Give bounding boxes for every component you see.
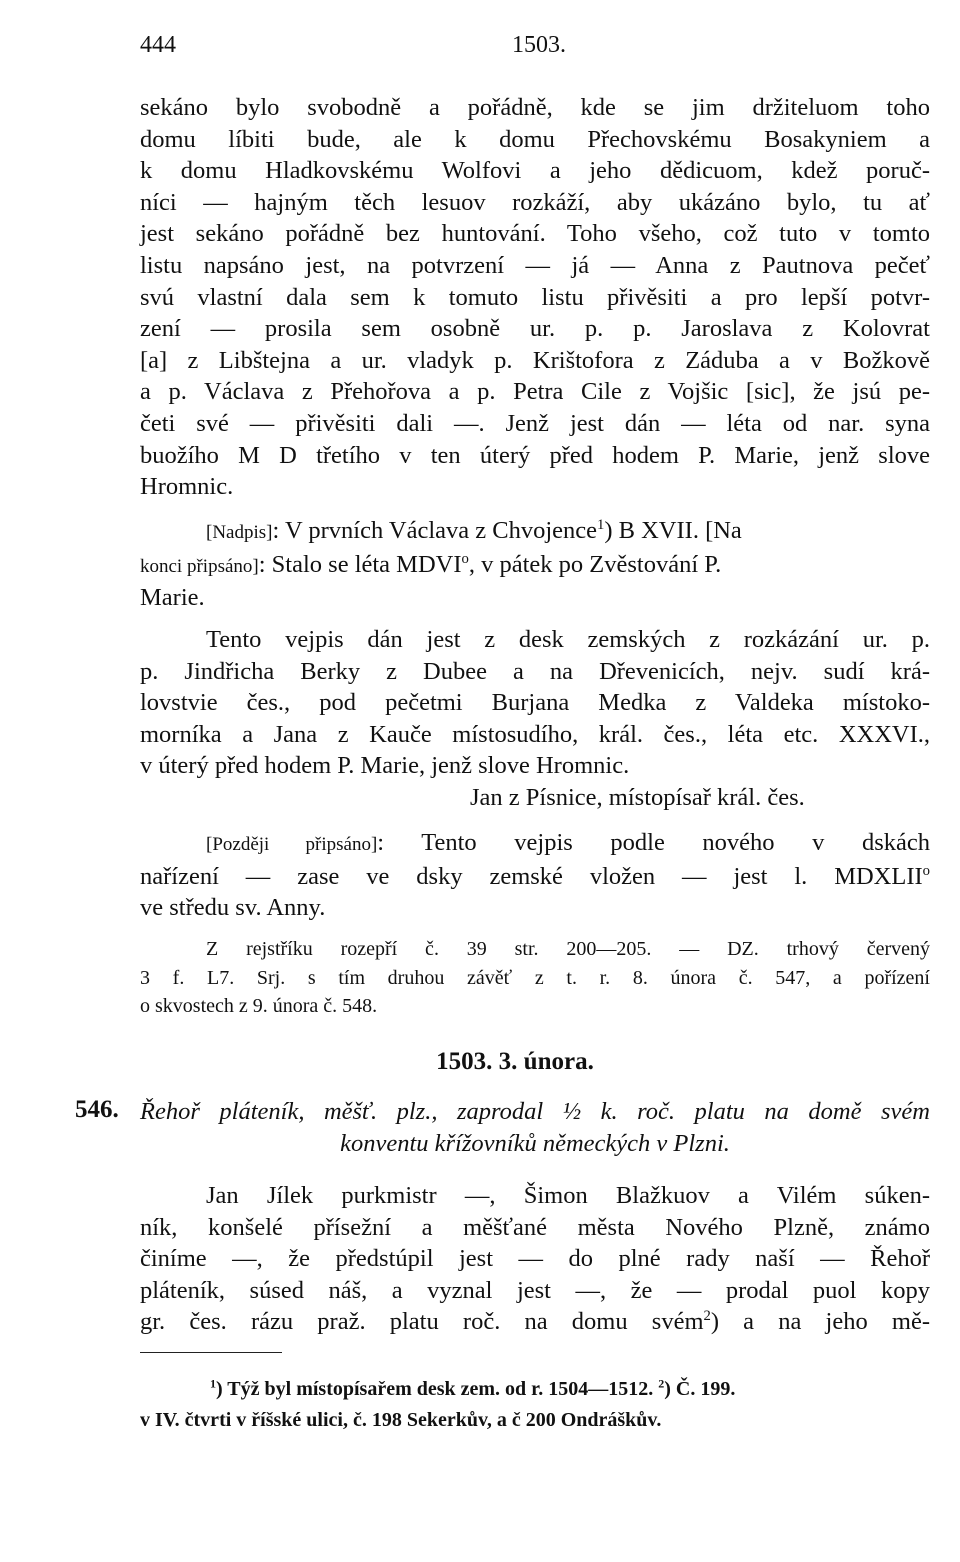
entry-regest xyxy=(140,1096,930,1160)
text-span: ) Týž byl místopísařem desk zem. od r. 1504—1512. xyxy=(216,1378,659,1400)
regest-line xyxy=(140,1096,930,1128)
text-line: ve středu sv. Anny. xyxy=(140,894,326,922)
text-line: četi své — přivěsiti dali —. Jenž jest dán — léta od nar. syna xyxy=(140,409,930,437)
text-line: buožího M D třetího v ten úterý před hodem P. Marie, jenž slove xyxy=(140,441,930,469)
text-span: : Stalo se léta MDVI xyxy=(258,550,462,578)
fraction: ½ xyxy=(562,1098,582,1125)
footnote-line: v IV. čtvrti v říšské ulici, č. 198 Sekerkův, a č 200 Ondráškův. xyxy=(140,1409,662,1431)
page-number: 444 xyxy=(140,32,176,58)
text-line: listu napsáno jest, na potvrzení — já — Anna z Pautnova pečeť xyxy=(140,251,930,279)
text-line: 3 f. L7. Srj. s tím druhou závěť z t. r. 8. února č. 547, a pořízení xyxy=(140,966,930,989)
footnotes xyxy=(140,1374,930,1436)
copy-note xyxy=(140,624,930,814)
text-line xyxy=(140,827,930,861)
regest-line: konventu křížovníků německých v Plzni. xyxy=(340,1130,730,1157)
text-line: [a] z Libštejna a ur. vladyk p. Krištofora z Záduba a v Božkově xyxy=(140,346,930,374)
footnote-line xyxy=(140,1374,930,1405)
text-line: činíme —, že předstúpil jest — do plné rady naší — Řehoř xyxy=(140,1245,930,1273)
text-line: domu líbiti bude, ale k domu Přechovskému Bosakyniem a xyxy=(140,125,930,153)
signature-line: Jan z Písnice, místopísař král. čes. xyxy=(470,783,805,811)
text-line: morníka a Jana z Kauče místosudího, král. čes., léta etc. XXXVI., xyxy=(140,720,930,748)
text-span: : Tento vejpis podle nového v dskách xyxy=(377,829,930,856)
text-line: o skvostech z 9. února č. 548. xyxy=(140,995,378,1017)
text-line: ník, konšelé přísežní a měšťané města Nového Plzně, známo xyxy=(140,1213,930,1241)
text-span: gr. čes. rázu praž. platu roč. na domu svém xyxy=(140,1308,704,1336)
text-span: ) a na jeho mě- xyxy=(710,1308,930,1336)
source-note xyxy=(140,935,930,1021)
entry-number: 546. xyxy=(75,1096,119,1123)
footnote-mark: 1 xyxy=(210,1376,216,1391)
text-line: Z rejstříku rozepří č. 39 str. 200—205. — DZ. trhový červený xyxy=(206,938,930,960)
text-span: , v pátek po Zvěstování P. xyxy=(468,550,722,578)
text-span: k. roč. platu na domě svém xyxy=(581,1098,930,1125)
text-line: Marie. xyxy=(140,584,205,612)
text-line: a p. Václava z Přehořova a p. Petra Cile z Vojšic [sic], že jsú pe- xyxy=(140,378,930,406)
footnote-mark: 2 xyxy=(658,1376,665,1391)
text-line: sekáno bylo svobodně a pořádně, kde se jim držiteluom toho xyxy=(140,94,930,121)
text-line: p. Jindřicha Berky z Dubee a na Dřevenicích, nejv. sudí krá- xyxy=(140,657,930,685)
footnote-divider xyxy=(140,1352,282,1353)
editorial-label: konci připsáno] xyxy=(140,555,259,577)
text-line: Jan Jílek purkmistr —, Šimon Blažkuov a Vilém súken- xyxy=(206,1182,930,1209)
text-span: ) B XVII. [Na xyxy=(604,517,742,544)
editorial-label: [Nadpis] xyxy=(206,522,273,543)
text-line xyxy=(140,515,930,549)
superscript: o xyxy=(922,862,930,879)
running-header xyxy=(140,32,930,62)
text-line xyxy=(140,1306,930,1338)
text-span: : V prvních Václava z Chvojence xyxy=(272,517,598,544)
superscript: o xyxy=(461,550,469,567)
entry-date-heading: 1503. 3. února. xyxy=(436,1048,594,1075)
text-line: lovstvie čes., pod pečetmi Burjana Medka z Valdeka místoko- xyxy=(140,689,930,717)
entry-text xyxy=(140,1180,930,1338)
editorial-label: [Později připsáno] xyxy=(206,834,378,855)
text-line: v úterý před hodem P. Marie, jenž slove Hromnic. xyxy=(140,752,630,780)
running-year: 1503. xyxy=(512,32,566,58)
text-line: jest sekáno pořádně bez huntování. Toho všeho, což tuto v tomto xyxy=(140,220,930,248)
text-line: zení — prosila sem osobně ur. p. p. Jaroslava z Kolovrat xyxy=(140,315,930,343)
text-line: níci — hajným těch lesuov rozkáží, aby ukázáno bylo, tu ať xyxy=(140,188,930,216)
document-text-continued xyxy=(140,92,930,503)
text-line xyxy=(140,549,930,583)
text-line: k domu Hladkovskému Wolfovi a jeho dědicuom, kdež poruč- xyxy=(140,157,930,185)
text-line: Tento vejpis dán jest z desk zemských z rozkázání ur. p. xyxy=(206,626,930,653)
heading-note xyxy=(140,515,930,614)
footnote-ref: 1 xyxy=(597,516,605,533)
text-span: nařízení — zase ve dsky zemské vložen — jest l. MDXLII xyxy=(140,862,923,890)
text-line: Hromnic. xyxy=(140,473,234,501)
text-span: ) Č. 199. xyxy=(664,1378,736,1400)
text-line xyxy=(140,861,930,893)
text-line: svú vlastní dala sem k tomuto listu přivěsiti a pro lepší potvr- xyxy=(140,283,930,311)
text-line: pláteník, súsed náš, a vyznal jest —, že — prodal puol kopy xyxy=(140,1276,930,1304)
text-span: Řehoř pláteník, měšť. plz., zaprodal xyxy=(140,1098,563,1125)
footnote-ref: 2 xyxy=(703,1308,711,1325)
later-note xyxy=(140,827,930,924)
